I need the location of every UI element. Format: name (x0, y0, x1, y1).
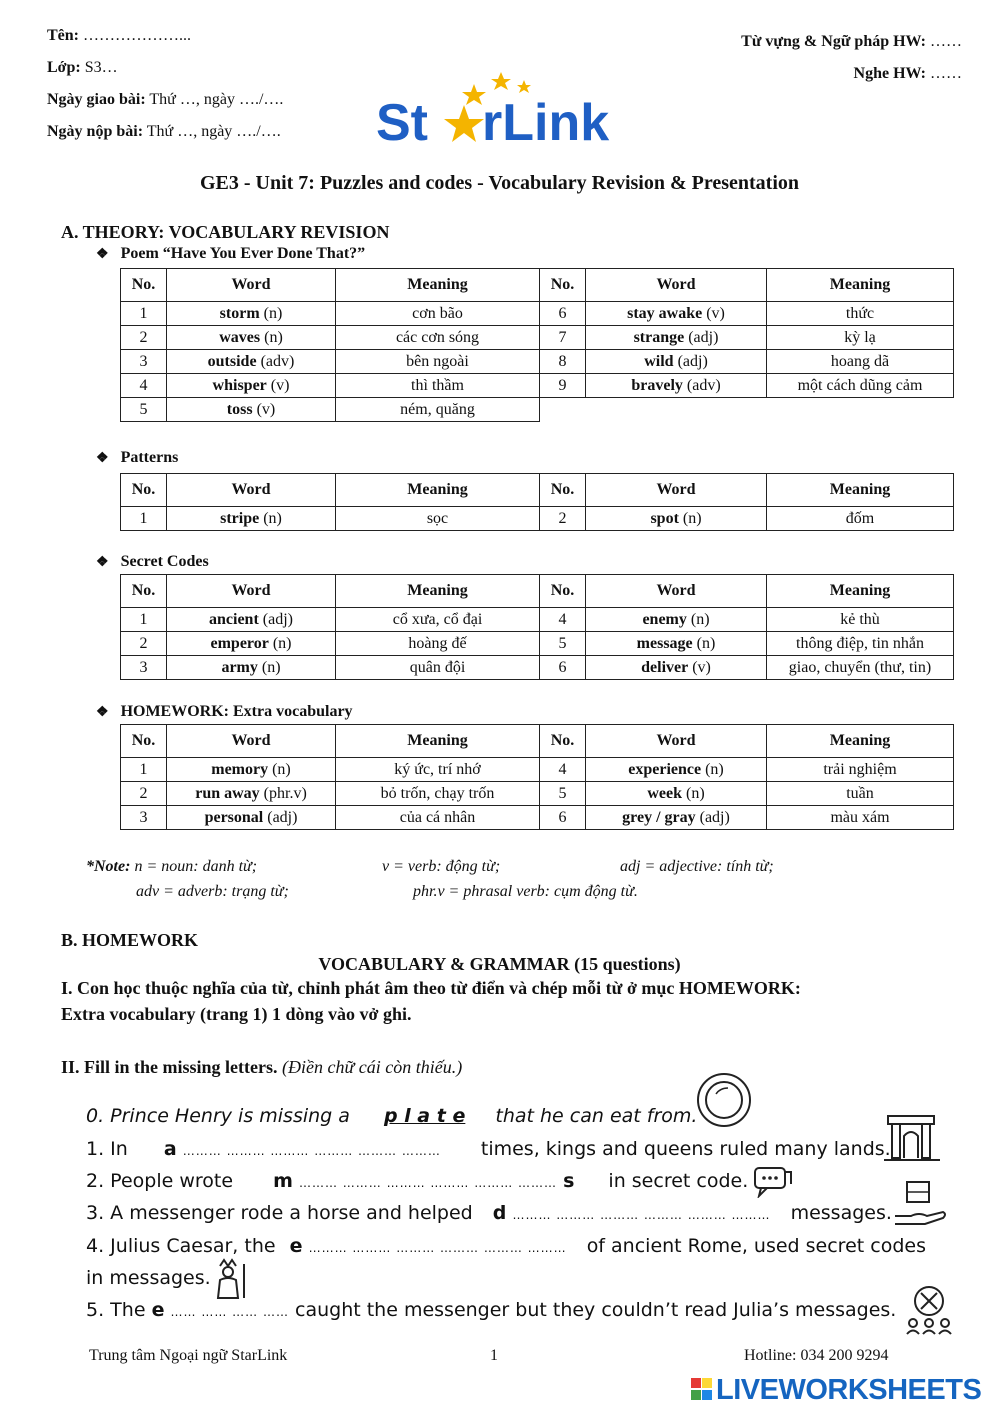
column-header: No. (121, 269, 167, 302)
vocab-word: stripe (n) (167, 507, 336, 531)
answer-blank[interactable]: ……… ……… ……… ……… ……… ……… (298, 1176, 558, 1190)
vocab-word: stay awake (v) (586, 302, 767, 326)
diamond-bullet-icon: ❖ (96, 451, 109, 466)
diamond-bullet-icon: ❖ (96, 705, 109, 720)
column-header: Word (167, 474, 336, 507)
vocab-word: wild (adj) (586, 350, 767, 374)
table-header-row (121, 575, 954, 608)
column-header: No. (540, 725, 586, 758)
question-1: 1. In a ……… ……… ……… ……… ……… ……… times, kings and queens ruled many lands. (86, 1138, 891, 1160)
task1-line2: Extra vocabulary (trang 1) 1 dòng vào vở ghi. (61, 1004, 412, 1024)
abbreviation-note: *Note: n = noun: danh từ; (86, 858, 258, 875)
note-adjective: adj = adjective: tính từ; (620, 858, 774, 875)
row-number: 5 (121, 398, 167, 422)
note-verb: v = verb: động từ; (382, 858, 501, 875)
delivery-hand-icon (893, 1176, 949, 1237)
row-number: 6 (540, 656, 586, 680)
logo-star-icon (491, 72, 511, 90)
question-2: 2. People wrote m ……… ……… ……… ……… ……… ……… s in secret code. (86, 1170, 749, 1192)
vocab-word: bravely (adv) (586, 374, 767, 398)
vocab-meaning: kỳ lạ (767, 326, 954, 350)
answer-blank[interactable]: ……… ……… ……… ……… ……… ……… (182, 1144, 441, 1158)
column-header: Word (586, 575, 767, 608)
vocab-word: grey / gray (adj) (586, 806, 767, 830)
empty-cell (767, 398, 954, 422)
diamond-bullet-icon: ❖ (96, 247, 109, 262)
vocab-table (120, 473, 954, 531)
question-3: 3. A messenger rode a horse and helped d ……… ……… ……… ……… ……… ……… messages. (86, 1202, 892, 1224)
question-5: 5. The e …… …… …… …… caught the messenger but they couldn’t read Julia’s messages. (86, 1299, 897, 1321)
vocab-meaning: tuần (767, 782, 954, 806)
homework-subheading: VOCABULARY & GRAMMAR (15 questions) (318, 954, 681, 974)
vocab-meaning: bỏ trốn, chạy trốn (336, 782, 540, 806)
vocab-word: spot (n) (586, 507, 767, 531)
row-number: 2 (121, 782, 167, 806)
column-header: Word (586, 725, 767, 758)
vocab-meaning: thức (767, 302, 954, 326)
castle-ruins-icon (882, 1108, 942, 1171)
column-header: No. (121, 474, 167, 507)
note-phrasal-verb: phr.v = phrasal verb: cụm động từ. (413, 883, 638, 900)
vocab-word: waves (n) (167, 326, 336, 350)
vocab-word: deliver (v) (586, 656, 767, 680)
table-row (121, 608, 954, 632)
submit-date-field: Ngày nộp bài: Thứ …, ngày …./…. (47, 123, 281, 140)
chat-bubble-icon (753, 1164, 793, 1203)
column-header: Meaning (336, 269, 540, 302)
row-number: 2 (540, 507, 586, 531)
footer-center-name: Trung tâm Ngoại ngữ StarLink (89, 1347, 288, 1364)
plate-icon (696, 1072, 752, 1133)
column-header: No. (540, 269, 586, 302)
vocab-meaning: cổ xưa, cổ đại (336, 608, 540, 632)
empty-cell (540, 398, 586, 422)
page-title: GE3 - Unit 7: Puzzles and codes - Vocabulary Revision & Presentation (199, 172, 800, 194)
vocab-hw-score: Từ vựng & Ngữ pháp HW: …… (741, 33, 962, 50)
vocab-word: storm (n) (167, 302, 336, 326)
section-title-patterns: ❖ Patterns (96, 449, 179, 466)
vocab-word: strange (adj) (586, 326, 767, 350)
row-number: 9 (540, 374, 586, 398)
row-number: 5 (540, 632, 586, 656)
vocab-meaning: kẻ thù (767, 608, 954, 632)
vocab-word: message (n) (586, 632, 767, 656)
table-row (121, 326, 954, 350)
task2-title: II. Fill in the missing letters. (Điền chữ cái còn thiếu.) (61, 1057, 463, 1077)
homework-heading: B. HOMEWORK (61, 930, 199, 950)
column-header: Meaning (336, 725, 540, 758)
column-header: No. (540, 575, 586, 608)
name-field: Tên: ………………... (47, 27, 191, 44)
row-number: 8 (540, 350, 586, 374)
column-header: Meaning (767, 269, 954, 302)
table-row (121, 398, 954, 422)
row-number: 1 (121, 608, 167, 632)
row-number: 5 (540, 782, 586, 806)
vocab-meaning: bên ngoài (336, 350, 540, 374)
theory-heading: A. THEORY: VOCABULARY REVISION (61, 222, 390, 242)
row-number: 7 (540, 326, 586, 350)
answer-blank[interactable]: ……… ……… ……… ……… ……… ……… (512, 1208, 771, 1222)
vocab-meaning: hoàng đế (336, 632, 540, 656)
page-number: 1 (490, 1347, 498, 1364)
answer-blank[interactable]: ……… ……… ……… ……… ……… ……… (308, 1241, 567, 1255)
vocab-word: emperor (n) (167, 632, 336, 656)
column-header: Word (167, 575, 336, 608)
row-number: 6 (540, 302, 586, 326)
row-number: 4 (121, 374, 167, 398)
vocab-table (120, 724, 954, 830)
vocab-word: week (n) (586, 782, 767, 806)
table-row (121, 350, 954, 374)
row-number: 1 (121, 507, 167, 531)
row-number: 1 (121, 758, 167, 782)
vocab-table (120, 574, 954, 680)
column-header: Word (586, 269, 767, 302)
column-header: Meaning (336, 474, 540, 507)
table-header-row (121, 474, 954, 507)
question-0: 0. Prince Henry is missing a p l a t e that he can eat from. (86, 1105, 698, 1127)
row-number: 1 (121, 302, 167, 326)
example-answer: p l a t e (383, 1105, 466, 1127)
svg-text:St: St (376, 94, 428, 150)
vocab-word: personal (adj) (167, 806, 336, 830)
assigned-date-field: Ngày giao bài: Thứ …, ngày …./…. (47, 91, 284, 108)
column-header: Word (167, 269, 336, 302)
vocab-meaning: giao, chuyển (thư, tin) (767, 656, 954, 680)
footer-hotline: Hotline: 034 200 9294 (744, 1347, 889, 1364)
diamond-bullet-icon: ❖ (96, 555, 109, 570)
vocab-meaning: thông điệp, tin nhắn (767, 632, 954, 656)
section-title-secret-codes: ❖ Secret Codes (96, 553, 209, 570)
liveworksheets-logo-icon (690, 1377, 714, 1403)
table-row (121, 656, 954, 680)
enemy-army-icon (903, 1283, 955, 1340)
vocab-word: toss (v) (167, 398, 336, 422)
note-adverb: adv = adverb: trạng từ; (136, 883, 289, 900)
column-header: No. (121, 725, 167, 758)
column-header: Word (586, 474, 767, 507)
liveworksheets-watermark: LIVEWORKSHEETS (690, 1374, 981, 1406)
row-number: 3 (121, 656, 167, 680)
vocab-meaning: của cá nhân (336, 806, 540, 830)
question-4: 4. Julius Caesar, the e ……… ……… ……… ……… ……… ……… of ancient Rome, used secret codes (86, 1235, 926, 1257)
table-header-row (121, 269, 954, 302)
row-number: 3 (121, 350, 167, 374)
column-header: Meaning (336, 575, 540, 608)
vocab-meaning: màu xám (767, 806, 954, 830)
table-row (121, 374, 954, 398)
vocab-meaning: trải nghiệm (767, 758, 954, 782)
column-header: Meaning (767, 725, 954, 758)
table-row (121, 758, 954, 782)
vocab-word: army (n) (167, 656, 336, 680)
vocab-meaning: cơn bão (336, 302, 540, 326)
vocab-word: whisper (v) (167, 374, 336, 398)
table-row (121, 302, 954, 326)
column-header: Meaning (767, 474, 954, 507)
row-number: 2 (121, 632, 167, 656)
vocab-word: experience (n) (586, 758, 767, 782)
table-header-row (121, 725, 954, 758)
vocab-meaning: các cơn sóng (336, 326, 540, 350)
vocab-meaning: ném, quăng (336, 398, 540, 422)
vocab-word: ancient (adj) (167, 608, 336, 632)
column-header: Meaning (767, 575, 954, 608)
row-number: 4 (540, 608, 586, 632)
vocab-meaning: ký ức, trí nhớ (336, 758, 540, 782)
vocab-word: run away (phr.v) (167, 782, 336, 806)
column-header: No. (540, 474, 586, 507)
emperor-icon (206, 1258, 250, 1305)
class-field: Lớp: S3… (47, 59, 118, 76)
svg-text:rLink: rLink (482, 94, 610, 150)
vocab-meaning: quân đội (336, 656, 540, 680)
table-row (121, 782, 954, 806)
vocab-word: enemy (n) (586, 608, 767, 632)
question-4-continued: in messages. (86, 1267, 211, 1289)
listening-hw-score: Nghe HW: …… (853, 65, 962, 82)
vocab-meaning: sọc (336, 507, 540, 531)
task1-line1: I. Con học thuộc nghĩa của từ, chỉnh phát âm theo từ điển và chép mỗi từ ở mục HOMEWORK: (61, 978, 801, 998)
vocab-word: outside (adv) (167, 350, 336, 374)
vocab-meaning: đốm (767, 507, 954, 531)
row-number: 6 (540, 806, 586, 830)
table-row (121, 507, 954, 531)
vocab-table (120, 268, 954, 422)
logo-star-icon (517, 80, 531, 93)
row-number: 3 (121, 806, 167, 830)
column-header: No. (121, 575, 167, 608)
section-title-homework-vocab: ❖ HOMEWORK: Extra vocabulary (96, 703, 353, 720)
row-number: 2 (121, 326, 167, 350)
answer-blank[interactable]: …… …… …… …… (170, 1305, 289, 1319)
vocab-word: memory (n) (167, 758, 336, 782)
logo-star-icon (444, 105, 484, 142)
empty-cell (586, 398, 767, 422)
vocab-meaning: thì thầm (336, 374, 540, 398)
row-number: 4 (540, 758, 586, 782)
table-row (121, 632, 954, 656)
vocab-meaning: một cách dũng cảm (767, 374, 954, 398)
column-header: Word (167, 725, 336, 758)
table-row (121, 806, 954, 830)
starlink-logo (376, 68, 626, 150)
vocab-meaning: hoang dã (767, 350, 954, 374)
section-title-poem: ❖ Poem “Have You Ever Done That?” (96, 245, 366, 262)
